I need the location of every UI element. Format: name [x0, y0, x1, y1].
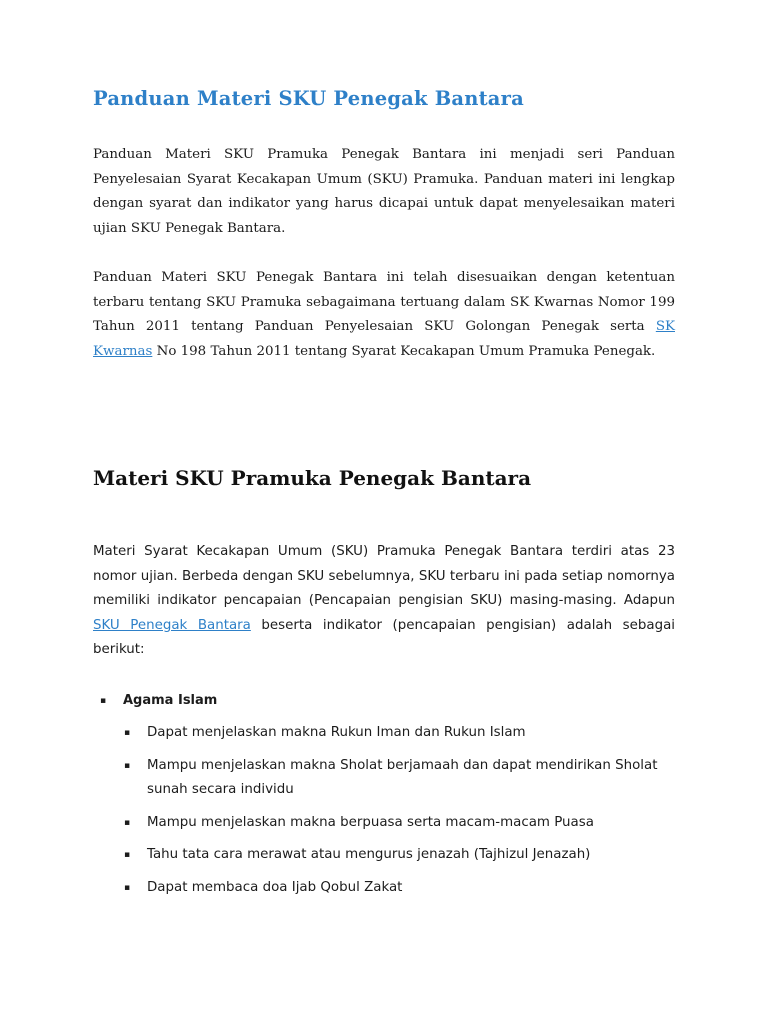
regulation-paragraph: [93, 266, 675, 364]
materi-text-after: beserta indikator (pencapaian pengisian) adalah sebagai berikut:: [93, 617, 675, 658]
sk-kwarnas-link[interactable]: SK Kwarnas: [93, 319, 675, 359]
list-item-text: Mampu menjelaskan makna berpuasa serta macam-macam Puasa: [147, 814, 594, 830]
list-item-text: Tahu tata cara merawat atau mengurus jenazah (Tajhizul Jenazah): [147, 847, 591, 862]
square-bullet-icon: ▪: [124, 850, 131, 860]
regulation-text-before: Panduan Materi SKU Penegak Bantara ini telah disesuaikan dengan ketentuan terbaru tentang SKU Pramuka sebagaimana tertuang dalam SK Kwarnas Nomor 199 Tahun 2011 tentang Panduan Penyelesaian SKU Golongan Penegak serta: [93, 270, 675, 335]
square-bullet-icon: ▪: [124, 728, 131, 738]
category-item: [93, 689, 673, 713]
section-heading: Materi SKU Pramuka Penegak Bantara: [93, 466, 532, 490]
intro-paragraph: Panduan Materi SKU Pramuka Penegak Bantara ini menjadi seri Panduan Penyelesaian Syarat Kecakapan Umum (SKU) Pramuka. Panduan materi ini lengkap dengan syarat dan indikator yang harus dicapai untuk dapat menyelesaikan materi ujian SKU Penegak Bantara.: [93, 147, 675, 236]
list-item-text: Dapat menjelaskan makna Rukun Iman dan Rukun Islam: [147, 725, 526, 740]
sku-list: [93, 689, 673, 908]
list-item: [93, 811, 673, 836]
square-bullet-icon: ▪: [124, 882, 131, 893]
square-bullet-icon: ▪: [100, 696, 107, 706]
regulation-text-after: No 198 Tahun 2011 tentang Syarat Kecakapan Umum Pramuka Penegak.: [152, 343, 656, 359]
page-title: Panduan Materi SKU Penegak Bantara: [93, 87, 524, 110]
materi-text-before: Materi Syarat Kecakapan Umum (SKU) Pramuka Penegak Bantara terdiri atas 23 nomor ujian. Berbeda dengan SKU sebelumnya, SKU terbaru ini pada setiap nomornya memiliki indikator pencapaian (Pencapaian pengisian SKU) masing-masing. Adapun: [93, 544, 675, 609]
category-label: Agama Islam: [123, 693, 218, 708]
list-item-text: Mampu menjelaskan makna Sholat berjamaah dan dapat mendirikan Sholat sunah secara individu: [147, 757, 658, 797]
list-item: [93, 876, 673, 901]
list-item-text: Dapat membaca doa Ijab Qobul Zakat: [147, 879, 403, 895]
sku-penegak-bantara-link[interactable]: SKU Penegak Bantara: [93, 617, 251, 633]
list-item: [93, 754, 673, 803]
materi-paragraph: [93, 540, 675, 663]
indicator-list: [93, 721, 673, 900]
list-item: [93, 721, 673, 746]
square-bullet-icon: ▪: [124, 760, 131, 771]
square-bullet-icon: ▪: [124, 817, 131, 828]
list-item: [93, 843, 673, 868]
